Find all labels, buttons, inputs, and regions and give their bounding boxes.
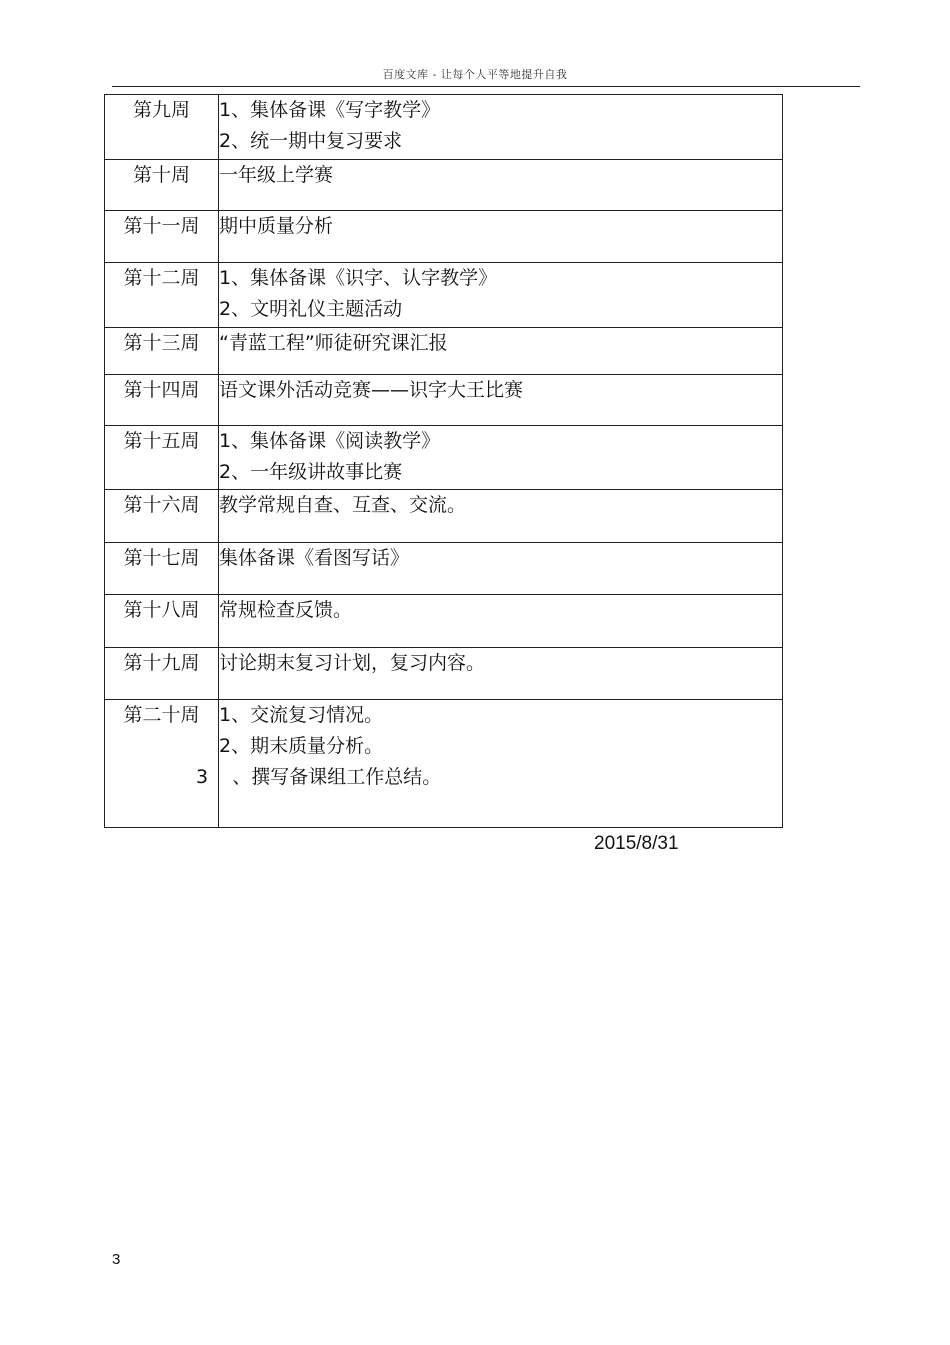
table-row [105, 211, 783, 263]
activity-line: 1、集体备课《阅读教学》 [219, 430, 441, 452]
activity-cell [219, 595, 783, 648]
activity-line: 讨论期末复习计划，复习内容。 [219, 652, 486, 674]
activity-cell [219, 211, 783, 263]
table-row [105, 426, 783, 490]
week-cell: 第十一周 [105, 211, 219, 263]
activity-line: 2、期末质量分析。 [219, 735, 384, 757]
activity-cell [196, 700, 783, 828]
activity-cell [219, 543, 783, 595]
activity-line: 1、交流复习情况。 [219, 704, 384, 726]
table-row [105, 375, 783, 426]
table-row [105, 95, 783, 160]
activity-line: 2、文明礼仪主题活动 [219, 298, 403, 320]
activity-cell [219, 160, 783, 211]
activity-line: “青蓝工程”师徒研究课汇报 [219, 332, 448, 354]
week-cell: 第十八周 [105, 595, 219, 648]
week-cell: 第十七周 [105, 543, 219, 595]
activity-line: 语文课外活动竞赛——识字大王比赛 [219, 379, 524, 401]
document-date: 2015/8/31 [594, 833, 679, 854]
activity-cell [219, 426, 783, 490]
activity-line: 2、一年级讲故事比赛 [219, 461, 403, 483]
week-cell: 第十九周 [105, 648, 219, 700]
table-row [105, 490, 783, 543]
activity-cell [219, 95, 783, 160]
activity-cell [219, 263, 783, 328]
activity-line: 3 、撰写备课组工作总结。 [196, 766, 442, 788]
table-row [105, 595, 783, 648]
week-cell: 第十周 [105, 160, 219, 211]
header-divider [112, 86, 860, 87]
page-number: 3 [112, 1251, 121, 1268]
activity-cell [219, 375, 783, 426]
table-row [105, 700, 783, 828]
activity-line: 常规检查反馈。 [219, 599, 353, 621]
activity-line: 一年级上学赛 [219, 164, 334, 186]
table-row [105, 328, 783, 375]
table-row [105, 543, 783, 595]
activity-line: 2、统一期中复习要求 [219, 130, 403, 152]
week-cell: 第十三周 [105, 328, 219, 375]
activity-line: 集体备课《看图写话》 [219, 547, 410, 569]
week-cell: 第十二周 [105, 263, 219, 328]
table-row [105, 648, 783, 700]
weekly-schedule-table [104, 94, 783, 828]
activity-line: 1、集体备课《识字、认字教学》 [219, 267, 498, 289]
activity-cell [219, 648, 783, 700]
week-cell: 第二十周 [105, 700, 219, 828]
table-row [105, 263, 783, 328]
activity-cell [219, 490, 783, 543]
activity-cell [219, 328, 783, 375]
week-cell: 第十四周 [105, 375, 219, 426]
week-cell: 第十五周 [105, 426, 219, 490]
week-cell: 第九周 [105, 95, 219, 160]
page-header: 百度文库 - 让每个人平等地提升自我 [382, 68, 568, 81]
week-cell: 第十六周 [105, 490, 219, 543]
activity-line: 教学常规自查、互查、交流。 [219, 494, 467, 516]
table-row [105, 160, 783, 211]
activity-line: 期中质量分析 [219, 215, 334, 237]
activity-line: 1、集体备课《写字教学》 [219, 99, 441, 121]
